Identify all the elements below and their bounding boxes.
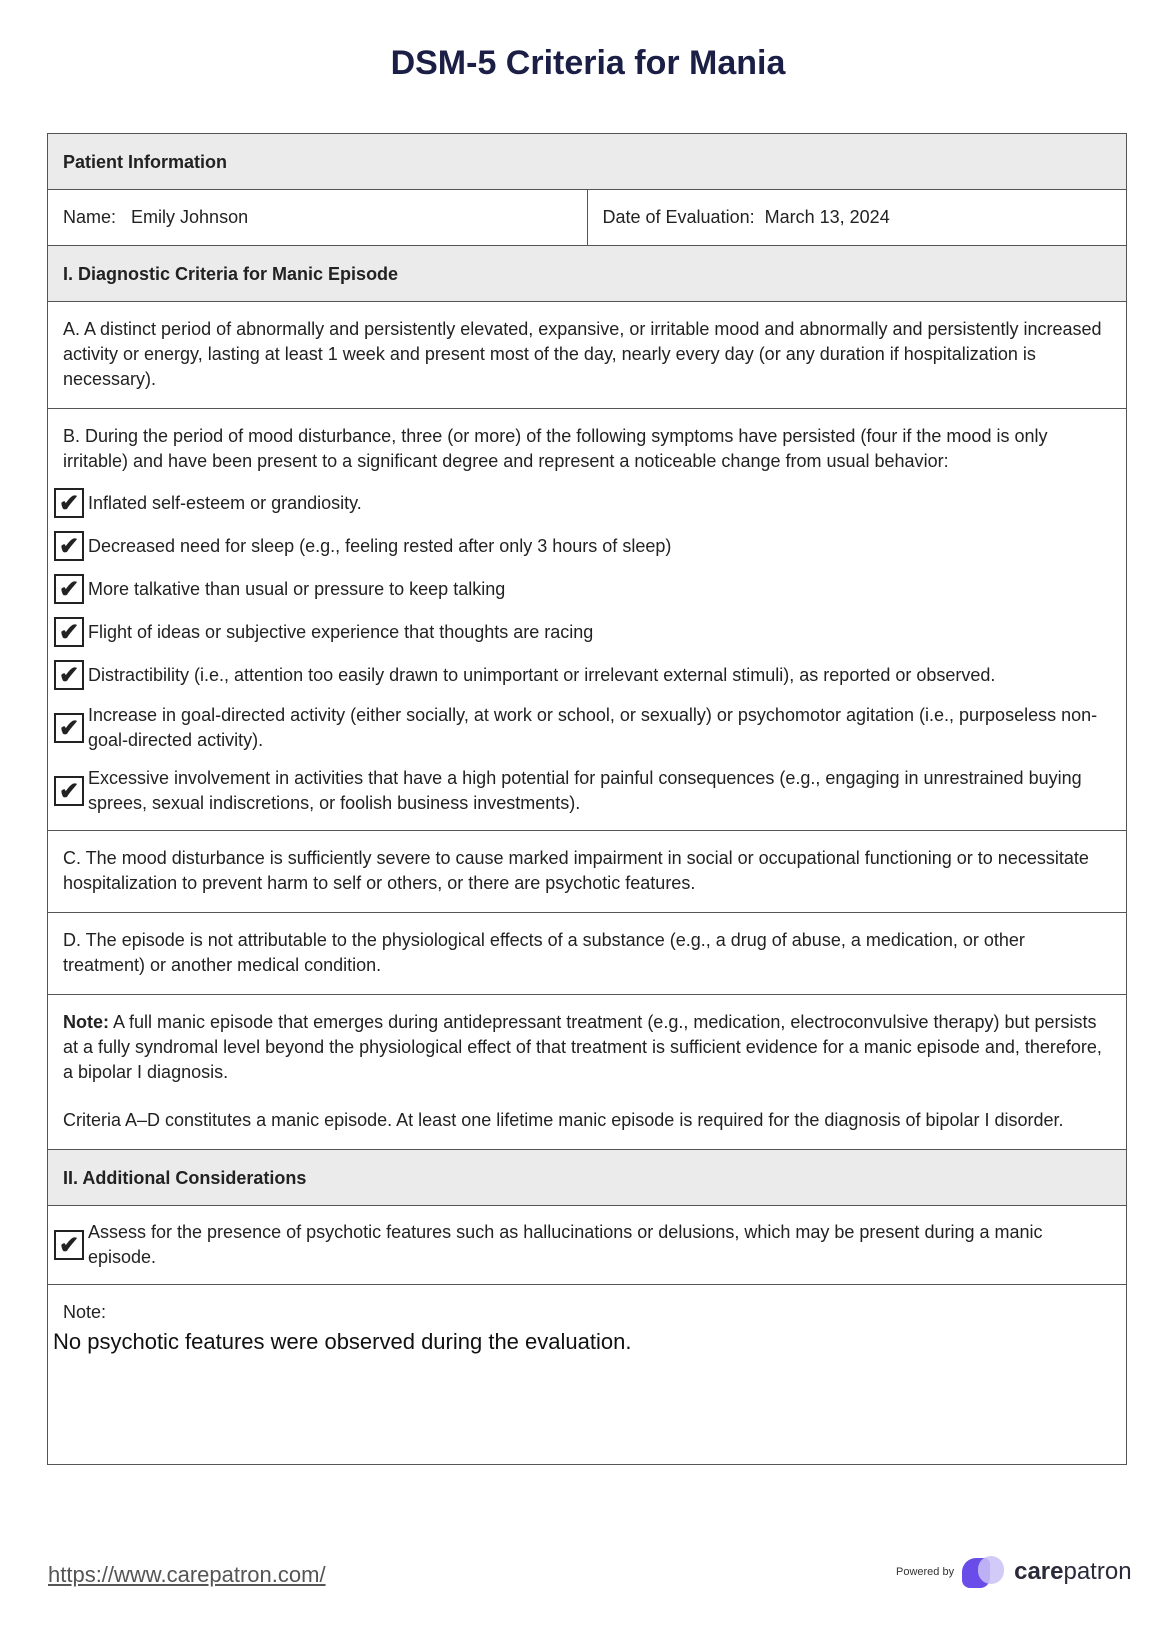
additional-item-label: Assess for the presence of psychotic features such as hallucinations or delusions, which may be present during a manic episode. — [88, 1222, 1043, 1267]
date-value: March 13, 2024 — [764, 207, 890, 227]
notes-field[interactable] — [48, 1285, 1126, 1465]
symptom-label: Flight of ideas or subjective experience that thoughts are racing — [88, 621, 594, 642]
date-label: Date of Evaluation: — [602, 207, 755, 227]
name-label: Name: — [63, 207, 117, 227]
checkbox-checked-icon[interactable]: ✔ — [54, 660, 84, 690]
section2-header: II. Additional Considerations — [48, 1150, 1126, 1206]
symptom-label: Distractibility (i.e., attention too easily drawn to unimportant or irrelevant external stimuli), as reported or observed. — [88, 664, 996, 685]
criterion-b — [48, 409, 1126, 831]
note-label: Note: — [63, 1012, 109, 1032]
checkbox-checked-icon[interactable]: ✔ — [54, 776, 84, 806]
checkbox-checked-icon[interactable]: ✔ — [54, 574, 84, 604]
name-value: Emily Johnson — [131, 207, 249, 227]
criterion-c: C. The mood disturbance is sufficiently severe to cause marked impairment in social or occupational functioning or to necessitate hospitalization to prevent harm to self or others, or there are psychotic features. — [48, 831, 1126, 913]
symptom-item — [48, 766, 1126, 816]
powered-by-badge[interactable] — [896, 1556, 1132, 1588]
symptom-label: More talkative than usual or pressure to keep talking — [88, 578, 506, 599]
symptom-item — [48, 574, 1126, 604]
checkbox-checked-icon[interactable]: ✔ — [54, 617, 84, 647]
additional-item-row — [48, 1206, 1126, 1285]
symptom-label: Excessive involvement in activities that have a high potential for painful consequences (e.g., engaging in unrestrained buying sprees, sexual indiscretions, or foolish business investments). — [88, 768, 1082, 813]
notes-label: Note: — [63, 1302, 107, 1322]
note-block — [48, 995, 1126, 1150]
symptom-item — [48, 617, 1126, 647]
brand-rest: patron — [1063, 1558, 1132, 1585]
date-field[interactable] — [588, 190, 1127, 245]
patient-info-header: Patient Information — [48, 134, 1126, 190]
note-paragraph — [63, 1010, 1111, 1085]
name-field[interactable] — [48, 190, 588, 245]
symptom-label: Decreased need for sleep (e.g., feeling rested after only 3 hours of sleep) — [88, 535, 672, 556]
powered-by-text: Powered by — [896, 1566, 955, 1578]
note-text: A full manic episode that emerges during antidepressant treatment (e.g., medication, electroconvulsive therapy) but persists at a fully syndromal level beyond the physiological effect of that treatment is sufficient evidence for a manic episode and, therefore, a bipolar I diagnosis. — [63, 1012, 1102, 1082]
page-title: DSM-5 Criteria for Mania — [390, 44, 786, 82]
additional-item — [48, 1220, 1116, 1270]
criterion-a: A. A distinct period of abnormally and persistently elevated, expansive, or irritable mood and abnormally and persistently increased activity or energy, lasting at least 1 week and present most of the day, nearly every day (or any duration if hospitalization is necessary). — [48, 302, 1126, 409]
symptom-item — [48, 488, 1126, 518]
symptom-item — [48, 703, 1126, 753]
mania-criteria-form — [47, 133, 1127, 1465]
criteria-summary: Criteria A–D constitutes a manic episode. At least one lifetime manic episode is required for the diagnosis of bipolar I disorder. — [63, 1110, 1064, 1130]
notes-value: No psychotic features were observed during the evaluation. — [53, 1329, 632, 1354]
symptom-item — [48, 531, 1126, 561]
carepatron-logo-icon — [962, 1556, 1004, 1588]
checkbox-checked-icon[interactable]: ✔ — [54, 1230, 84, 1260]
criterion-b-text: B. During the period of mood disturbance, three (or more) of the following symptoms have persisted (four if the mood is only irritable) and have been present to a significant degree and represent a noticeable change from usual behavior: — [63, 426, 1048, 471]
symptom-label: Increase in goal-directed activity (either socially, at work or school, or sexually) or psychomotor agitation (i.e., purposeless non-goal-directed activity). — [88, 705, 1098, 750]
brand-name — [1014, 1558, 1131, 1586]
checkbox-checked-icon[interactable]: ✔ — [54, 531, 84, 561]
patient-info-row — [48, 190, 1126, 246]
carepatron-link[interactable]: https://www.carepatron.com/ — [48, 1562, 326, 1587]
checkbox-checked-icon[interactable]: ✔ — [54, 488, 84, 518]
checkbox-checked-icon[interactable]: ✔ — [54, 713, 84, 743]
section1-header: I. Diagnostic Criteria for Manic Episode — [48, 246, 1126, 302]
brand-bold: care — [1014, 1558, 1064, 1585]
symptom-label: Inflated self-esteem or grandiosity. — [88, 492, 362, 513]
criterion-d: D. The episode is not attributable to the physiological effects of a substance (e.g., a drug of abuse, a medication, or other treatment) or another medical condition. — [48, 913, 1126, 995]
symptom-item — [48, 660, 1126, 690]
